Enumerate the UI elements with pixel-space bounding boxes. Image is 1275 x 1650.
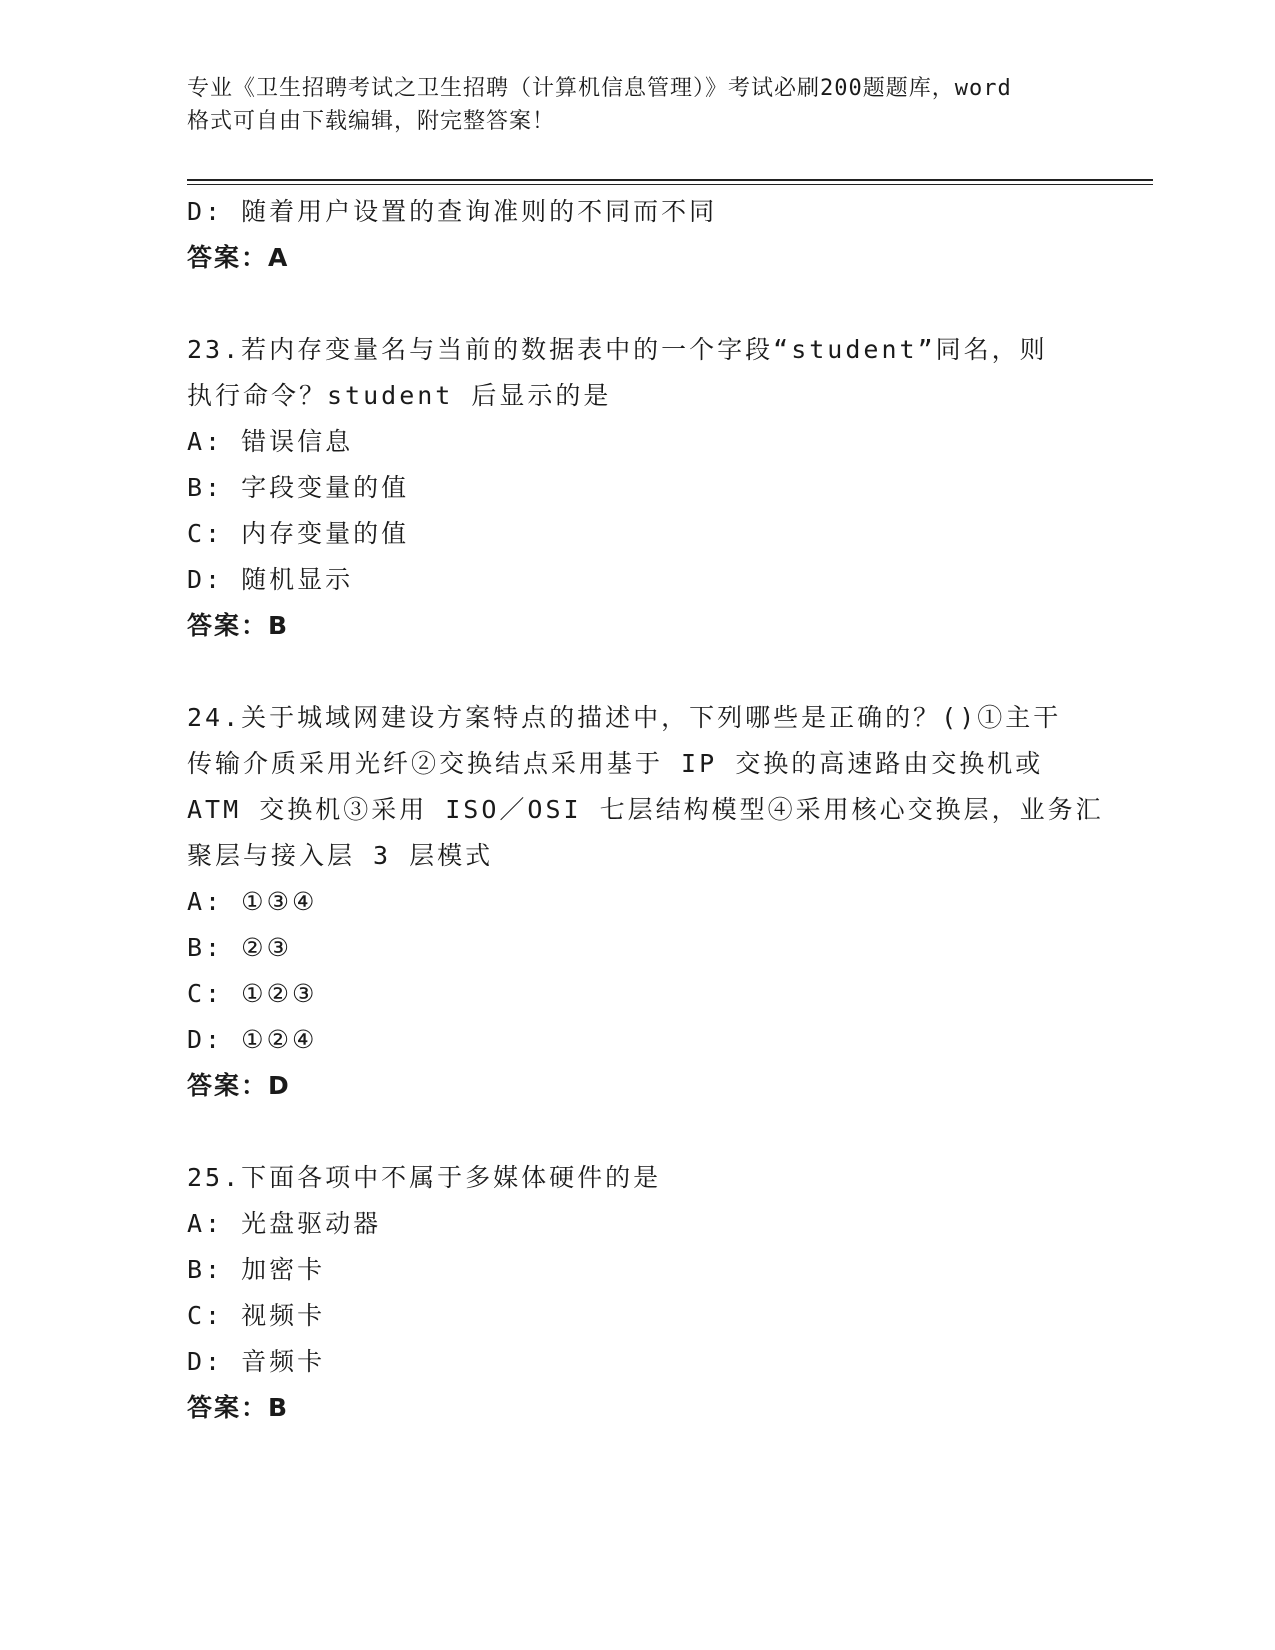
option-c: C: 视频卡 xyxy=(187,1301,326,1330)
option-b: B: 加密卡 xyxy=(187,1255,326,1284)
question-stem-line: ATM 交换机③采用 ISO／OSI 七层结构模型④采用核心交换层，业务汇 xyxy=(187,795,1104,824)
answer-line: 答案：D xyxy=(187,1071,291,1100)
header-line-2: 格式可自由下载编辑，附完整答案！ xyxy=(187,109,556,134)
spacer xyxy=(187,649,1087,695)
question-stem-line: 执行命令？student 后显示的是 xyxy=(187,381,612,410)
option-c: C: 内存变量的值 xyxy=(187,519,410,548)
option-a: A: ①③④ xyxy=(187,887,318,916)
question-stem-line: 传输介质采用光纤②交换结点采用基于 IP 交换的高速路由交换机或 xyxy=(187,749,1044,778)
option-d: D: 随机显示 xyxy=(187,565,354,594)
question-stem-line: 23.若内存变量名与当前的数据表中的一个字段“student”同名，则 xyxy=(187,335,1048,364)
answer-line: 答案：B xyxy=(187,611,290,640)
question-24 xyxy=(187,695,1104,1109)
option-b: B: ②③ xyxy=(187,933,292,962)
option-a: A: 光盘驱动器 xyxy=(187,1209,382,1238)
option-b: B: 字段变量的值 xyxy=(187,473,410,502)
document-header xyxy=(187,72,1107,138)
spacer xyxy=(187,1109,1087,1155)
question-23 xyxy=(187,327,1087,649)
document-body xyxy=(187,189,1104,1431)
answer-line: 答案：A xyxy=(187,243,290,272)
question-stem-line: 25.下面各项中不属于多媒体硬件的是 xyxy=(187,1163,662,1192)
option-d: D: 音频卡 xyxy=(187,1347,326,1376)
option-d: D: ①②④ xyxy=(187,1025,318,1054)
header-divider-thick xyxy=(187,179,1153,181)
option-d: D: 随着用户设置的查询准则的不同而不同 xyxy=(187,197,718,226)
header-divider-thin xyxy=(187,184,1153,185)
previous-question-tail xyxy=(187,189,1087,281)
option-c: C: ①②③ xyxy=(187,979,318,1008)
question-25 xyxy=(187,1155,1087,1431)
header-line-1: 专业《卫生招聘考试之卫生招聘（计算机信息管理）》考试必刷200题题库，word xyxy=(187,76,1012,101)
spacer xyxy=(187,281,1087,327)
answer-line: 答案：B xyxy=(187,1393,290,1422)
option-a: A: 错误信息 xyxy=(187,427,354,456)
question-stem-line: 24.关于城域网建设方案特点的描述中，下列哪些是正确的？()①主干 xyxy=(187,703,1062,732)
question-stem-line: 聚层与接入层 3 层模式 xyxy=(187,841,494,870)
